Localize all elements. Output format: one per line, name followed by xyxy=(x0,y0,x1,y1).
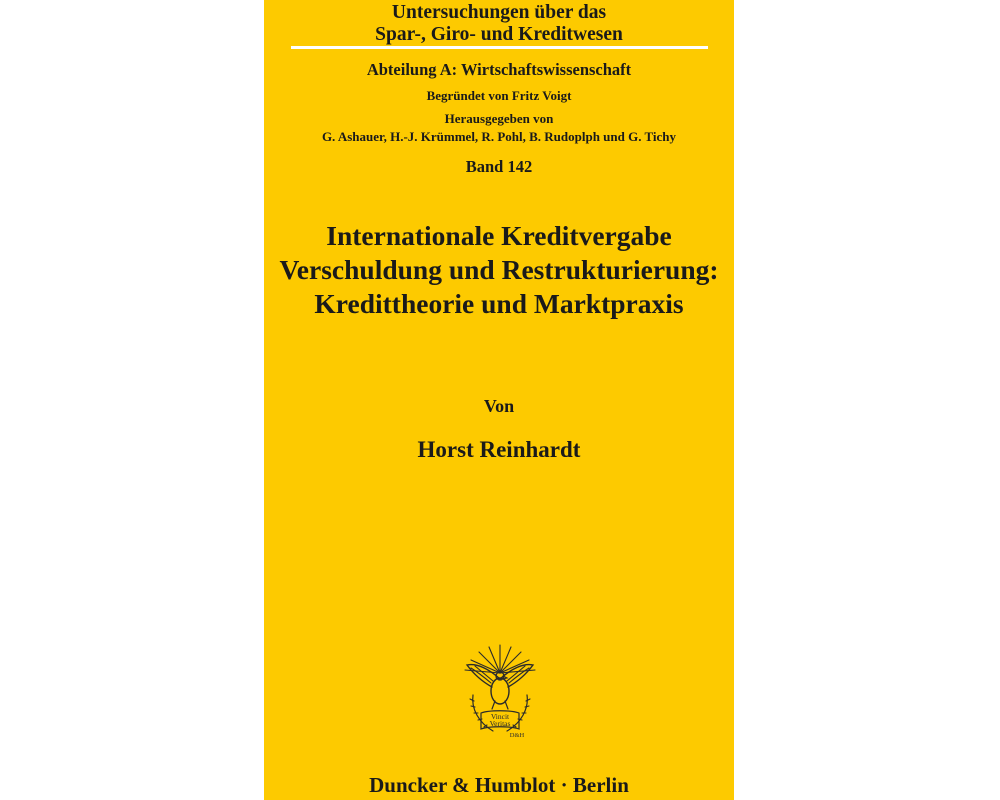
author-name: Horst Reinhardt xyxy=(417,437,581,462)
series-title xyxy=(264,2,734,46)
editors-label: Herausgegeben von xyxy=(444,111,554,126)
series-title-line-1: Untersuchungen über das xyxy=(391,2,607,23)
logo-motto-line-1: Vincit xyxy=(490,712,510,721)
eagle-emblem-icon xyxy=(459,643,541,743)
logo-initials: D&H xyxy=(509,732,525,739)
division-label: Abteilung A: Wirtschaftswissenschaft xyxy=(366,60,632,79)
book-title xyxy=(264,219,734,321)
book-title-line-1: Internationale Kreditvergabe xyxy=(326,220,672,251)
series-title-line-2: Spar-, Giro- und Kreditwesen xyxy=(375,24,623,45)
publisher-imprint: Duncker & Humblot · Berlin xyxy=(369,773,629,797)
volume-number: Band 142 xyxy=(465,157,533,176)
book-title-line-2: Verschuldung und Restrukturierung: xyxy=(279,254,719,285)
by-label: Von xyxy=(483,396,515,416)
editors-names: G. Ashauer, H.-J. Krümmel, R. Pohl, B. Rudoplph und G. Tichy xyxy=(321,129,677,144)
book-cover xyxy=(264,0,734,800)
book-title-line-3: Kredittheorie und Marktpraxis xyxy=(314,288,684,319)
series-divider xyxy=(291,46,708,49)
logo-motto-line-2: Veritas xyxy=(489,719,511,728)
founder-line: Begründet von Fritz Voigt xyxy=(426,88,572,103)
